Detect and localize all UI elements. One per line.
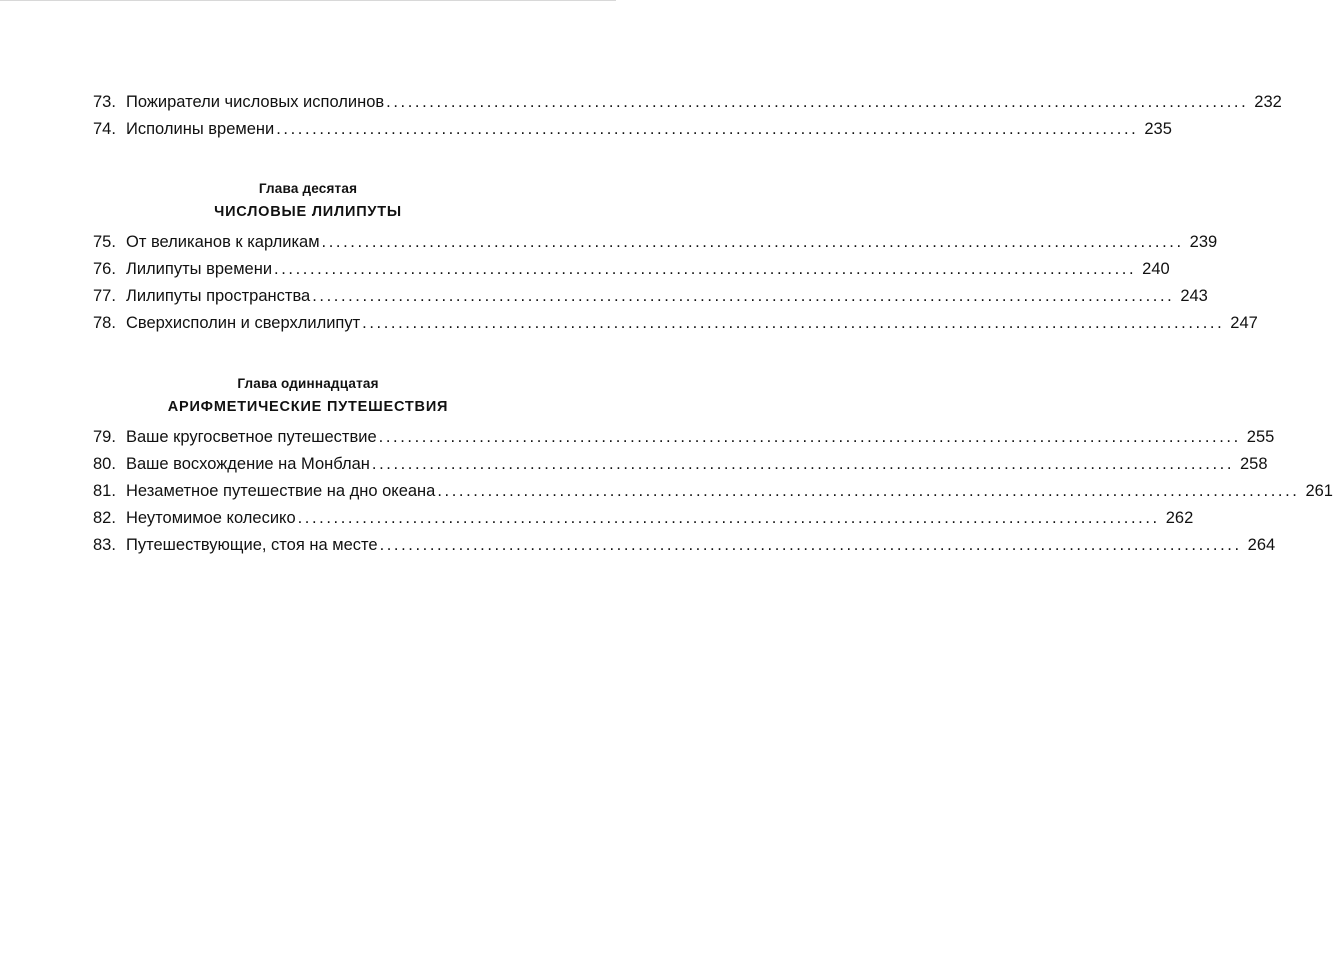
entry-number: 79. xyxy=(93,428,116,446)
entry-title: Лилипуты пространства xyxy=(126,287,311,305)
dot-leader: ........................................................................................................................ xyxy=(378,428,1241,446)
toc-entry-73 xyxy=(93,89,1282,116)
dot-leader: ........................................................................................................................ xyxy=(321,233,1184,251)
dot-leader: ........................................................................................................................ xyxy=(437,482,1300,500)
toc-section-chapter-11 xyxy=(93,424,1333,559)
entry-number: 73. xyxy=(93,93,116,111)
entry-page-number: 258 xyxy=(1240,455,1268,473)
chapter-title: ЧИСЛОВЫЕ ЛИЛИПУТЫ xyxy=(214,204,402,220)
entry-page-number: 262 xyxy=(1165,509,1194,527)
dot-leader: ........................................................................................................................ xyxy=(276,120,1139,138)
dot-leader: ........................................................................................................................ xyxy=(362,314,1225,332)
entry-title: Сверхисполин и сверхлилипут xyxy=(126,314,361,332)
entry-title: Ваше кругосветное путешествие xyxy=(126,428,377,446)
entry-number: 74. xyxy=(93,120,116,138)
dot-leader: ........................................................................................................................ xyxy=(371,455,1234,473)
toc-entry-80 xyxy=(93,451,1268,478)
toc-entry-74 xyxy=(93,116,1172,143)
entry-title: От великанов к карликам xyxy=(126,233,320,251)
entry-page-number: 261 xyxy=(1305,482,1333,500)
entry-number: 78. xyxy=(93,314,116,332)
entry-page-number: 240 xyxy=(1142,260,1170,278)
entry-page-number: 243 xyxy=(1180,287,1208,305)
toc-entry-81 xyxy=(93,478,1333,505)
toc-entry-77 xyxy=(93,283,1208,310)
dot-leader: ........................................................................................................................ xyxy=(379,536,1242,554)
chapter-title: АРИФМЕТИЧЕСКИЕ ПУТЕШЕСТВИЯ xyxy=(167,399,449,415)
toc-section-continued xyxy=(93,89,1282,143)
entry-number: 83. xyxy=(93,536,116,554)
entry-title: Исполины времени xyxy=(126,120,275,138)
entry-page-number: 255 xyxy=(1246,428,1275,446)
entry-page-number: 239 xyxy=(1189,233,1218,251)
chapter-label: Глава одиннадцатая xyxy=(237,376,379,391)
toc-entry-78 xyxy=(93,310,1258,337)
dot-leader: ........................................................................................................................ xyxy=(386,93,1249,111)
toc-entry-82 xyxy=(93,505,1194,532)
toc-section-chapter-10 xyxy=(93,229,1258,337)
toc-entry-83 xyxy=(93,532,1276,559)
dot-leader: ........................................................................................................................ xyxy=(297,509,1160,527)
entry-number: 82. xyxy=(93,509,116,527)
dot-leader: ........................................................................................................................ xyxy=(274,260,1137,278)
entry-title: Путешествующие, стоя на месте xyxy=(126,536,378,554)
entry-number: 76. xyxy=(93,260,116,278)
entry-number: 80. xyxy=(93,455,116,473)
entry-title: Незаметное путешествие на дно океана xyxy=(126,482,436,500)
entry-title: Лилипуты времени xyxy=(126,260,273,278)
entry-page-number: 264 xyxy=(1247,536,1276,554)
chapter-10-heading xyxy=(0,178,616,224)
entry-page-number: 247 xyxy=(1230,314,1258,332)
toc-entry-75 xyxy=(93,229,1218,256)
entry-number: 75. xyxy=(93,233,116,251)
dot-leader: ........................................................................................................................ xyxy=(312,287,1175,305)
entry-number: 81. xyxy=(93,482,116,500)
chapter-label: Глава десятая xyxy=(258,181,358,196)
entry-title: Ваше восхождение на Монблан xyxy=(126,455,370,473)
entry-number: 77. xyxy=(93,287,116,305)
entry-page-number: 232 xyxy=(1254,93,1282,111)
entry-page-number: 235 xyxy=(1144,120,1172,138)
toc-entry-79 xyxy=(93,424,1275,451)
toc-entry-76 xyxy=(93,256,1170,283)
entry-title: Пожиратели числовых исполинов xyxy=(126,93,385,111)
entry-title: Неутомимое колесико xyxy=(126,509,296,527)
chapter-11-heading xyxy=(0,373,616,419)
